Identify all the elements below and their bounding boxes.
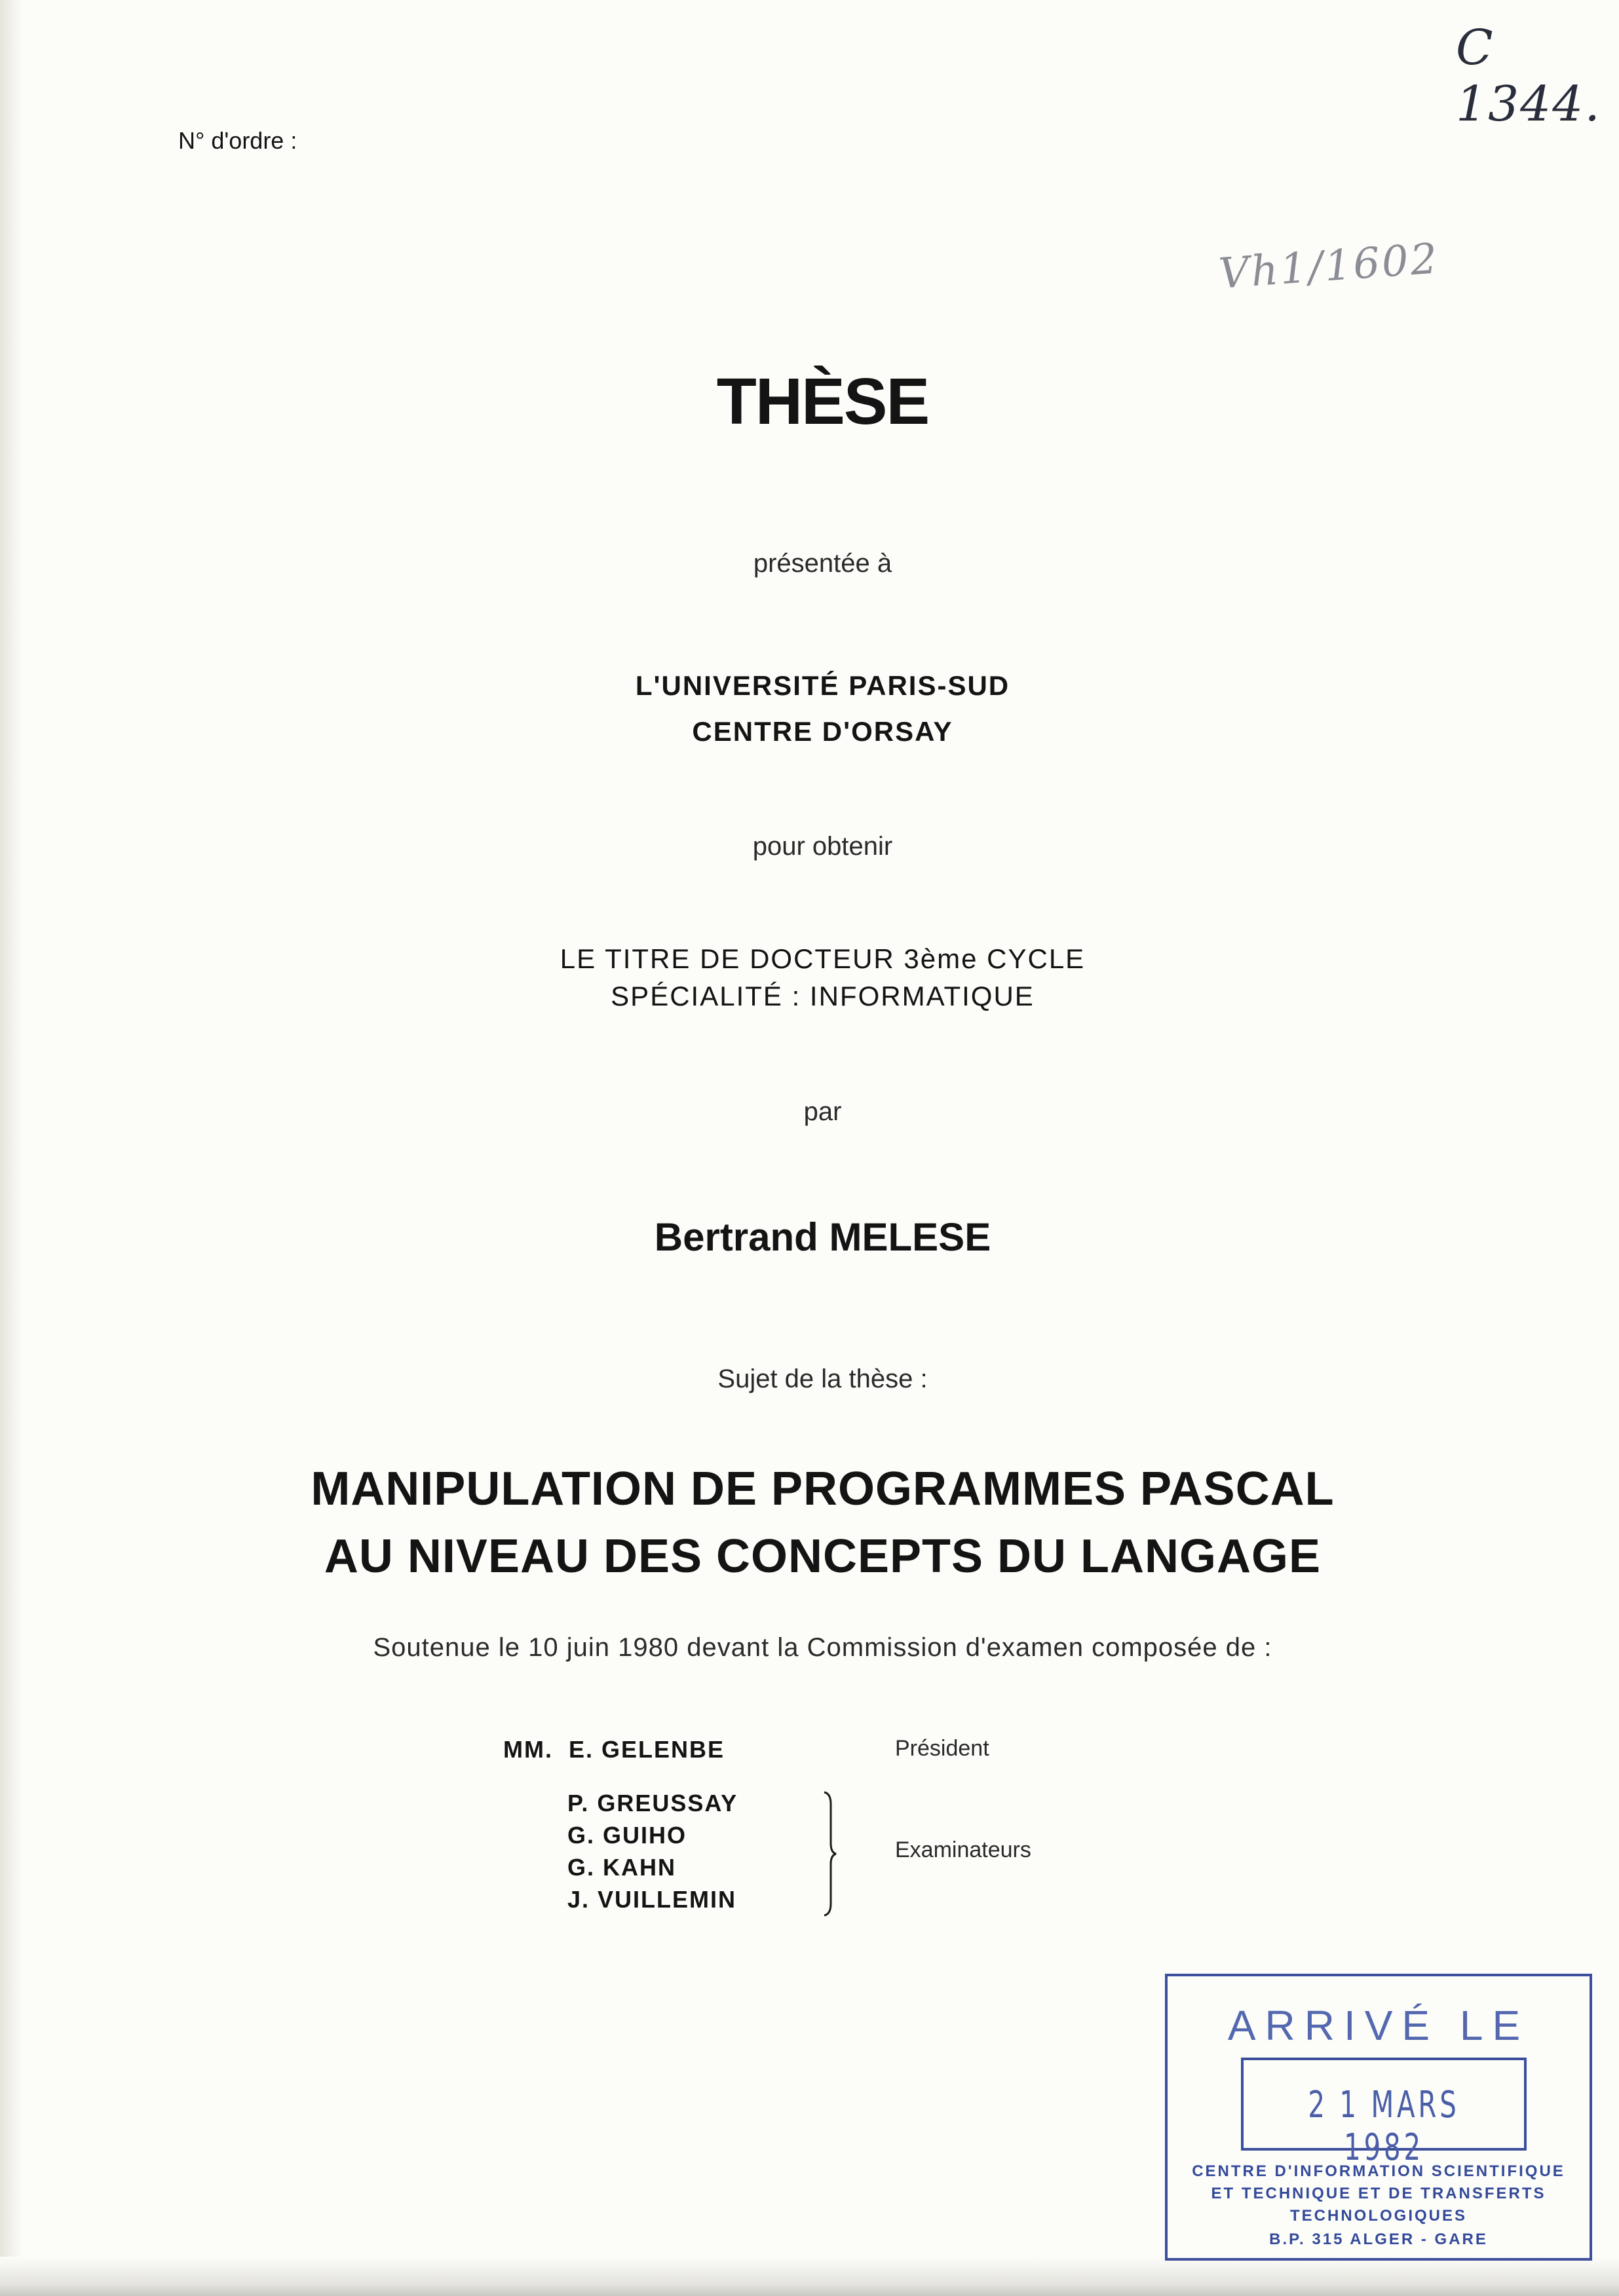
jury-examiner: P. GREUSSAY [567,1790,738,1816]
stamp-date-box [1241,2058,1527,2169]
subject-label: Sujet de la thèse : [717,1364,928,1393]
stamp-institution-line-3: TECHNOLOGIQUES [1289,2207,1467,2225]
university-name: L'UNIVERSITÉ PARIS-SUD [635,670,1010,701]
university-centre: CENTRE D'ORSAY [692,716,953,747]
to-obtain-text: pour obtenir [752,832,893,861]
handwritten-reference-top: C 1344. [1456,20,1601,132]
jury-examiner: J. VUILLEMIN [567,1886,737,1913]
thesis-subject-line-1: MANIPULATION DE PROGRAMMES PASCAL [311,1463,1335,1515]
defense-statement: Soutenue le 10 juin 1980 devant la Commission d'examen composée de : [373,1633,1272,1662]
handwritten-reference-upper: Vh1/1602 [1217,235,1441,299]
jury-prefix: MM. [503,1736,553,1763]
arrival-stamp [1165,1974,1592,2261]
by-text: par [803,1097,842,1126]
thesis-subject-line-2: AU NIVEAU DES CONCEPTS DU LANGAGE [324,1530,1322,1583]
stamp-address: B.P. 315 ALGER - GARE [1269,2230,1488,2248]
jury-president-name: E. GELENBE [569,1736,725,1763]
stamp-date: 2 1 MARS 1982 [1308,2084,1460,2169]
degree-title: LE TITRE DE DOCTEUR 3ème CYCLE [560,943,1086,974]
stamp-heading: ARRIVÉ LE [1227,2002,1530,2049]
jury-examiner: G. KAHN [567,1854,676,1881]
document-title: THÈSE [716,365,929,438]
presented-to-text: présentée à [753,549,892,578]
jury-examiners-role: Examinateurs [895,1837,1031,1862]
page-edge-left [0,0,22,2296]
page-edge-bottom [0,2257,1619,2296]
examiners-brace [822,1791,837,1917]
stamp-institution-line-1: CENTRE D'INFORMATION SCIENTIFIQUE [1192,2162,1565,2180]
stamp-institution-line-2: ET TECHNIQUE ET DE TRANSFERTS [1211,2185,1546,2202]
jury-examiner: G. GUIHO [567,1822,687,1849]
order-number-label: N° d'ordre : [178,127,297,154]
jury-president-role: Président [895,1736,989,1761]
degree-speciality: SPÉCIALITÉ : INFORMATIQUE [611,981,1035,1011]
author-name: Bertrand MELESE [654,1215,991,1259]
